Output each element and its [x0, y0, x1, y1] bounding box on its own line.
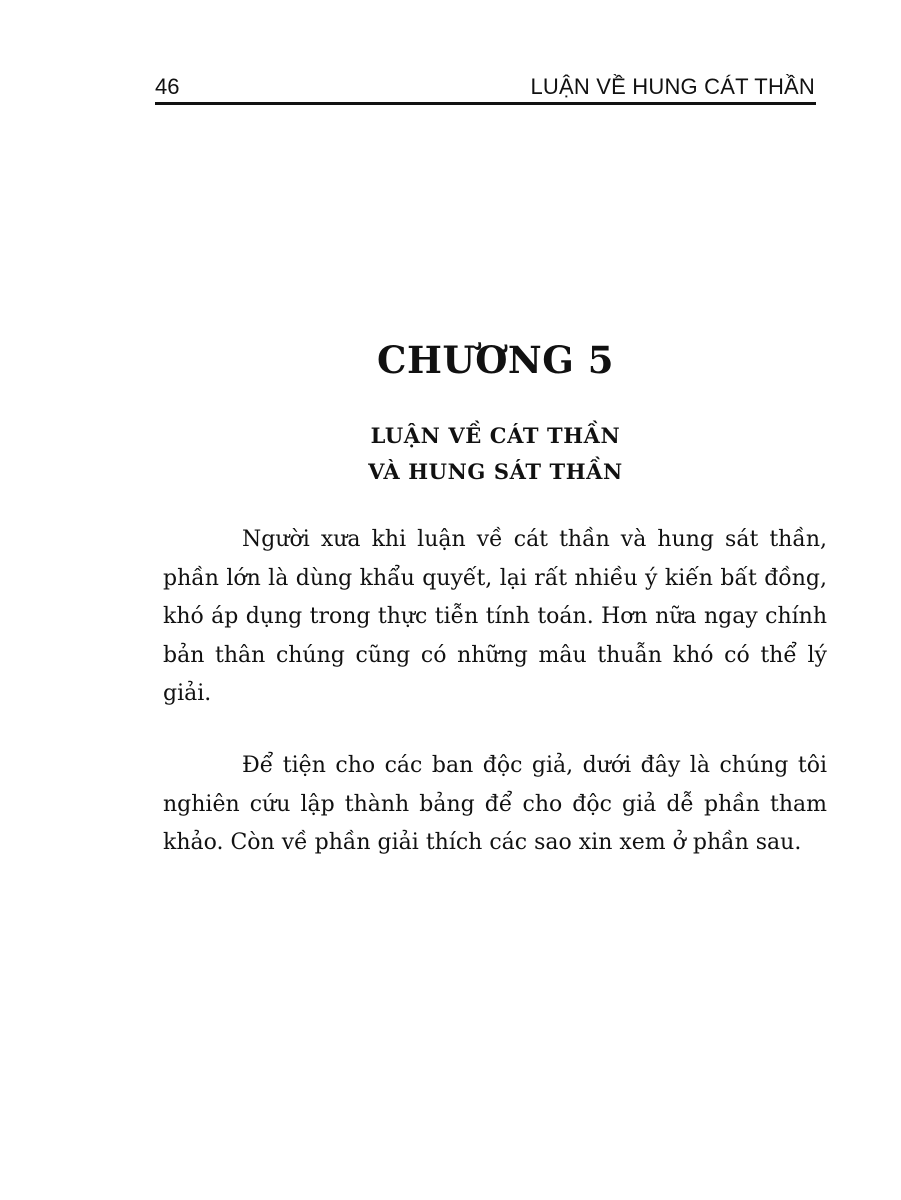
chapter-label: CHƯƠNG 5	[377, 338, 614, 382]
chapter-title-line-1: LUẬN VỀ CÁT THẦN	[370, 423, 621, 448]
body-paragraph: Để tiện cho các ban độc giả, dưới đây là chúng tôi nghiên cứu lập thành bảng để cho độc giả dễ phần tham khảo. Còn về phần giải thích các sao xin xem ở phần sau.	[163, 753, 827, 855]
running-header-title: LUẬN VỀ HUNG CÁT THẦN	[530, 74, 815, 99]
page-number: 46	[155, 74, 180, 99]
chapter-title-line-2: VÀ HUNG SÁT THẦN	[368, 459, 623, 484]
header-divider	[155, 102, 816, 105]
body-paragraph: Người xưa khi luận về cát thần và hung sát thần, phần lớn là dùng khẩu quyết, lại rất nhiều ý kiến bất đồng, khó áp dụng trong thực tiễn tính toán. Hơn nữa ngay chính bản thân chúng cũng có những mâu thuẫn khó có thể lý giải.	[163, 527, 827, 706]
